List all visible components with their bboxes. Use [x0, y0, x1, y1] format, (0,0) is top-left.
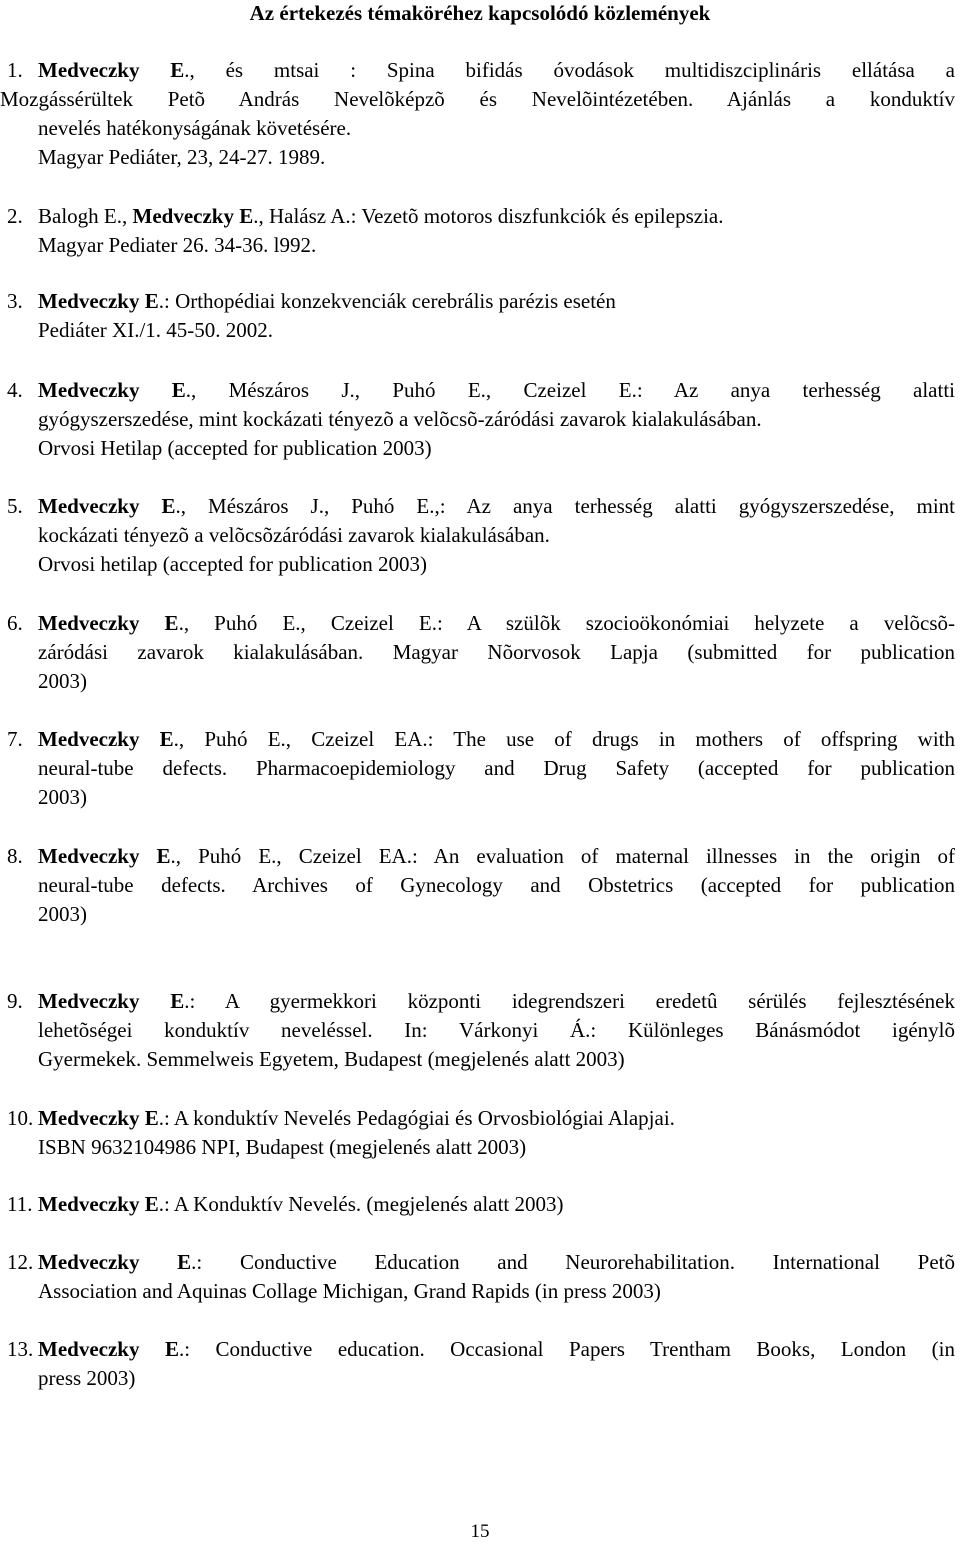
reference-line: Magyar Pediater 26. 34-36. l992.	[38, 233, 317, 257]
reference-line: gyógyszerszedése, mint kockázati tényezõ a velõcsõ-záródási zavarok kialakulásában.	[38, 407, 762, 431]
reference-line	[38, 492, 955, 521]
reference-line: 2003)	[38, 902, 87, 926]
reference-line: 2003)	[38, 669, 87, 693]
reference-text	[38, 202, 955, 260]
reference-item	[7, 987, 955, 1074]
reference-line	[38, 725, 955, 754]
reference-line	[38, 1248, 955, 1277]
reference-citation: ., Puhó E., Czeizel E.: A szülõk szocioökonómiai helyzete a velõcsõ-	[178, 611, 955, 635]
reference-line	[38, 202, 955, 231]
reference-text	[38, 376, 955, 463]
reference-author: Medveczky E	[38, 494, 176, 518]
reference-citation: ., Mészáros J., Puhó E., Czeizel E.: Az anya terhesség alatti	[185, 378, 955, 402]
reference-number: 12.	[7, 1250, 34, 1274]
reference-text	[38, 1248, 955, 1306]
reference-author: Medveczky E	[38, 58, 185, 82]
reference-item	[7, 1248, 955, 1306]
reference-continuation	[0, 85, 955, 114]
reference-citation: .: Conductive Education and Neurorehabilitation. International Petõ	[191, 1250, 955, 1274]
reference-item	[7, 376, 955, 463]
reference-item	[7, 1104, 955, 1162]
reference-number: 1.	[7, 58, 23, 82]
reference-line: nevelés hatékonyságának követésére.	[38, 116, 352, 140]
reference-line: 2003)	[38, 785, 87, 809]
reference-line: ISBN 9632104986 NPI, Budapest (megjelenés alatt 2003)	[38, 1135, 527, 1159]
reference-author: Medveczky E	[132, 204, 254, 228]
reference-citation: ., Puhó E., Czeizel EA.: The use of drugs in mothers of offspring with	[173, 727, 955, 751]
reference-number: 11.	[7, 1192, 33, 1216]
reference-line: lehetõségei konduktív neveléssel. In: Várkonyi Á.: Különleges Bánásmódot igénylõ	[38, 1018, 955, 1042]
reference-line	[38, 287, 955, 316]
reference-citation: ., és mtsai : Spina bifidás óvodások multidiszciplináris ellátása a	[184, 58, 955, 82]
reference-item	[7, 1190, 955, 1219]
reference-text	[38, 1190, 955, 1219]
reference-item	[7, 202, 955, 260]
reference-line	[38, 1190, 955, 1219]
reference-author: Medveczky E	[38, 989, 185, 1013]
reference-text	[38, 56, 955, 85]
reference-coauthor: Balogh E.,	[38, 204, 133, 228]
reference-author: Medveczky E	[38, 378, 186, 402]
reference-number: 8.	[7, 844, 23, 868]
reference-text	[38, 1335, 955, 1393]
reference-number: 7.	[7, 727, 23, 751]
reference-item	[0, 56, 955, 172]
reference-number: 5.	[7, 494, 23, 518]
reference-line	[38, 609, 955, 638]
reference-author: Medveczky E	[38, 727, 174, 751]
reference-author: Medveczky E	[38, 1192, 159, 1216]
reference-line: Orvosi Hetilap (accepted for publication 2003)	[38, 436, 432, 460]
page-title: Az értekezés témaköréhez kapcsolódó közlemények	[249, 1, 711, 25]
reference-item	[7, 1335, 955, 1393]
reference-number: 3.	[7, 289, 23, 313]
reference-line: Pediáter XI./1. 45-50. 2002.	[38, 318, 274, 342]
reference-line	[38, 1104, 955, 1133]
reference-citation: .: A gyermekkori központi idegrendszeri eredetû sérülés fejlesztésének	[184, 989, 955, 1013]
reference-citation: ., Puhó E., Czeizel EA.: An evaluation of maternal illnesses in the origin of	[170, 844, 955, 868]
reference-line: press 2003)	[38, 1366, 136, 1390]
reference-line: neural-tube defects. Pharmacoepidemiology and Drug Safety (accepted for publication	[38, 756, 955, 780]
reference-number: 6.	[7, 611, 23, 635]
reference-line: Magyar Pediáter, 23, 24-27. 1989.	[38, 145, 326, 169]
reference-citation: .: Conductive education. Occasional Papers Trentham Books, London (in	[178, 1337, 955, 1361]
reference-text	[38, 492, 955, 579]
reference-citation: ., Mészáros J., Puhó E.,: Az anya terhesség alatti gyógyszerszedése, mint	[175, 494, 955, 518]
reference-citation: ., Halász A.: Vezetõ motoros diszfunkciók és epilepszia.	[253, 204, 724, 228]
reference-line: kockázati tényezõ a velõcsõzáródási zavarok kialakulásában.	[38, 523, 550, 547]
reference-item	[7, 725, 955, 812]
reference-line: Mozgássérültek Petõ András Nevelõképzõ és Nevelõintézetében. Ajánlás a konduktív	[0, 87, 955, 111]
reference-line: Orvosi hetilap (accepted for publication 2003)	[38, 552, 427, 576]
reference-item	[7, 609, 955, 696]
reference-line	[38, 1335, 955, 1364]
reference-line	[38, 987, 955, 1016]
reference-number: 13.	[7, 1337, 34, 1361]
reference-continuation	[38, 114, 955, 172]
reference-item	[7, 287, 955, 345]
reference-line	[38, 376, 955, 405]
page-number: 15	[470, 1521, 490, 1542]
reference-item	[7, 492, 955, 579]
reference-text	[38, 842, 955, 929]
reference-number: 4.	[7, 378, 23, 402]
reference-number: 10.	[7, 1106, 34, 1130]
reference-line	[38, 842, 955, 871]
reference-citation: .: Orthopédiai konzekvenciák cerebrális parézis esetén	[158, 289, 616, 313]
reference-text	[38, 287, 955, 345]
reference-author: Medveczky E	[38, 1337, 179, 1361]
reference-author: Medveczky E	[38, 611, 179, 635]
reference-author: Medveczky E	[38, 844, 171, 868]
reference-author: Medveczky E	[38, 1106, 159, 1130]
reference-text	[38, 987, 955, 1074]
reference-item	[7, 842, 955, 929]
reference-line	[38, 56, 955, 85]
reference-text	[38, 1104, 955, 1162]
reference-line: neural-tube defects. Archives of Gynecology and Obstetrics (accepted for publication	[38, 873, 955, 897]
reference-text	[38, 725, 955, 812]
reference-line: Gyermekek. Semmelweis Egyetem, Budapest (megjelenés alatt 2003)	[38, 1047, 625, 1071]
reference-citation: .: A konduktív Nevelés Pedagógiai és Orvosbiológiai Alapjai.	[158, 1106, 675, 1130]
reference-line: Association and Aquinas Collage Michigan, Grand Rapids (in press 2003)	[38, 1279, 661, 1303]
reference-number: 2.	[7, 204, 23, 228]
reference-citation: .: A Konduktív Nevelés. (megjelenés alatt 2003)	[158, 1192, 564, 1216]
reference-author: Medveczky E	[38, 1250, 192, 1274]
reference-line: záródási zavarok kialakulásában. Magyar Nõorvosok Lapja (submitted for publication	[38, 640, 955, 664]
reference-number: 9.	[7, 989, 23, 1013]
reference-text	[38, 609, 955, 696]
reference-author: Medveczky E	[38, 289, 159, 313]
